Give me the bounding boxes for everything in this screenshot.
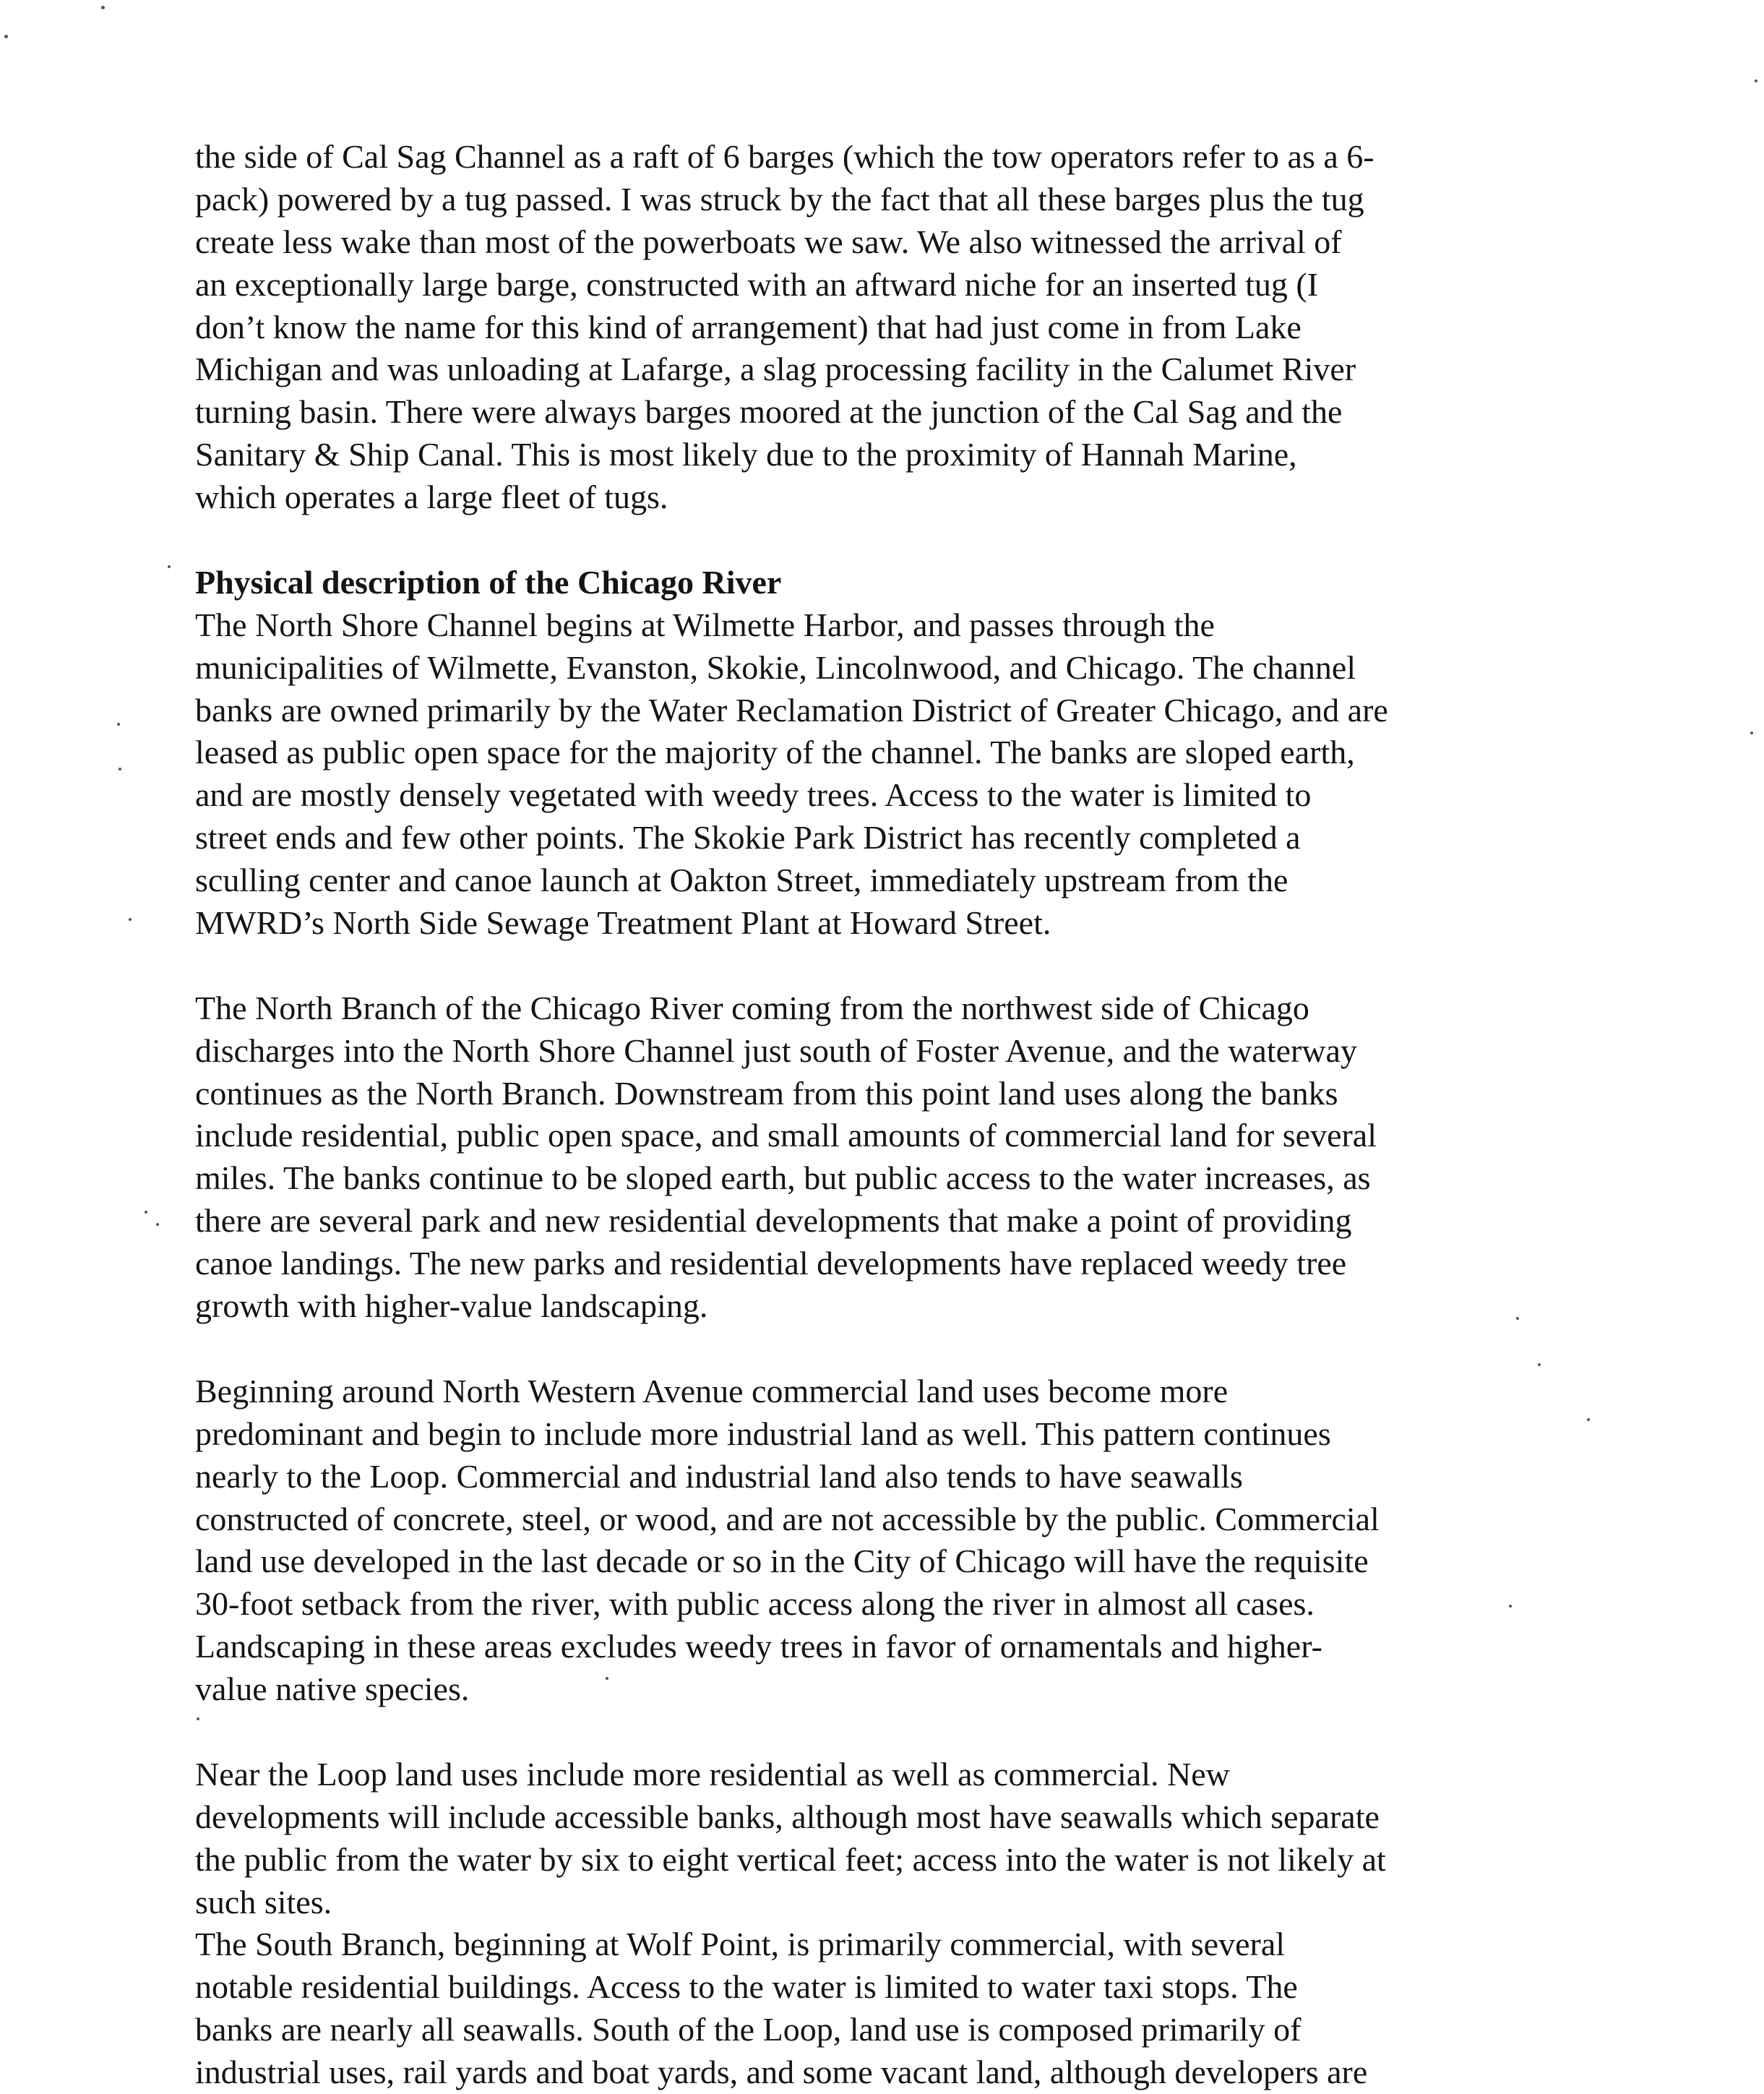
text-line: Near the Loop land uses include more residential as well as commercial. New xyxy=(195,1755,1230,1793)
text-line: notable residential buildings. Access to the water is limited to water taxi stops. The xyxy=(195,1968,1298,2006)
paragraph-western-avenue xyxy=(195,1370,1539,1711)
text-line: developments will include accessible banks, although most have seawalls which separate xyxy=(195,1798,1380,1835)
document-body xyxy=(195,136,1539,2094)
scan-speck xyxy=(129,918,132,921)
text-line: The South Branch, beginning at Wolf Point, is primarily commercial, with several xyxy=(195,1926,1286,1963)
text-line: the public from the water by six to eight vertical feet; access into the water is not likely at xyxy=(195,1840,1386,1878)
text-line: banks are nearly all seawalls. South of the Loop, land use is composed primarily of xyxy=(195,2011,1302,2048)
paragraph-north-branch xyxy=(195,987,1539,1328)
text-line: the side of Cal Sag Channel as a raft of 6 barges (which the tow operators refer to as a 6- xyxy=(195,138,1374,175)
scan-speck xyxy=(117,723,120,726)
text-line: discharges into the North Shore Channel just south of Foster Avenue, and the waterway xyxy=(195,1031,1357,1069)
text-line: value native species. xyxy=(195,1670,470,1708)
text-line: and are mostly densely vegetated with weedy trees. Access to the water is limited to xyxy=(195,776,1312,814)
section-physical-description xyxy=(195,562,1539,945)
text-line: such sites. xyxy=(195,1883,332,1921)
text-line: Beginning around North Western Avenue commercial land uses become more xyxy=(195,1372,1229,1409)
text-line: constructed of concrete, steel, or wood, and are not accessible by the public. Commercial xyxy=(195,1500,1380,1537)
paragraph-spacer xyxy=(195,945,1539,987)
text-line: industrial uses, rail yards and boat yards, and some vacant land, although developers are xyxy=(195,2054,1368,2091)
text-line: pack) powered by a tug passed. I was struck by the fact that all these barges plus the tug xyxy=(195,180,1364,218)
text-line: sculling center and canoe launch at Oakton Street, immediately upstream from the xyxy=(195,862,1288,899)
scan-speck xyxy=(1755,80,1757,82)
text-line: 30-foot setback from the river, with public access along the river in almost all cases. xyxy=(195,1585,1315,1623)
scan-speck xyxy=(1750,731,1753,734)
text-line: land use developed in the last decade or so in the City of Chicago will have the requisite xyxy=(195,1542,1369,1580)
text-line: nearly to the Loop. Commercial and industrial land also tends to have seawalls xyxy=(195,1457,1243,1495)
text-line: Landscaping in these areas excludes weedy trees in favor of ornamentals and higher- xyxy=(195,1628,1322,1665)
scan-speck xyxy=(156,1223,159,1226)
text-line: MWRD’s North Side Sewage Treatment Plant at Howard Street. xyxy=(195,904,1051,942)
scan-speck xyxy=(101,6,105,9)
scan-speck xyxy=(145,1211,147,1214)
section-heading: Physical description of the Chicago River xyxy=(195,563,782,601)
text-line: an exceptionally large barge, constructed with an aftward niche for an inserted tug (I xyxy=(195,265,1319,303)
text-line: Sanitary & Ship Canal. This is most likely due to the proximity of Hannah Marine, xyxy=(195,436,1297,473)
text-line: municipalities of Wilmette, Evanston, Skokie, Lincolnwood, and Chicago. The channel xyxy=(195,648,1356,686)
text-line: street ends and few other points. The Skokie Park District has recently completed a xyxy=(195,819,1301,857)
scan-speck xyxy=(4,35,8,38)
text-line: don’t know the name for this kind of arrangement) that had just come in from Lake xyxy=(195,308,1302,346)
text-line: create less wake than most of the powerboats we saw. We also witnessed the arrival of xyxy=(195,223,1342,260)
paragraph-spacer xyxy=(195,1711,1539,1754)
scan-speck xyxy=(168,565,171,568)
paragraph-barges xyxy=(195,136,1539,519)
paragraph-south-branch xyxy=(195,1923,1539,2094)
text-line: The North Branch of the Chicago River coming from the northwest side of Chicago xyxy=(195,989,1309,1026)
text-line: turning basin. There were always barges moored at the junction of the Cal Sag and the xyxy=(195,393,1343,431)
text-line: The North Shore Channel begins at Wilmette Harbor, and passes through the xyxy=(195,606,1215,643)
text-line: continues as the North Branch. Downstream from this point land uses along the banks xyxy=(195,1074,1338,1112)
text-line: include residential, public open space, and small amounts of commercial land for several xyxy=(195,1117,1377,1154)
paragraph-near-loop xyxy=(195,1754,1539,1924)
text-line: predominant and begin to include more industrial land as well. This pattern continues xyxy=(195,1415,1331,1452)
paragraph-spacer xyxy=(195,1328,1539,1370)
scan-speck xyxy=(119,768,121,771)
text-line: miles. The banks continue to be sloped earth, but public access to the water increases, as xyxy=(195,1159,1371,1197)
text-line: canoe landings. The new parks and residential developments have replaced weedy tree xyxy=(195,1245,1347,1282)
text-line: there are several park and new residential developments that make a point of providing xyxy=(195,1202,1352,1240)
scan-speck xyxy=(1587,1418,1590,1421)
text-line: Michigan and was unloading at Lafarge, a slag processing facility in the Calumet River xyxy=(195,351,1356,388)
paragraph-spacer xyxy=(195,519,1539,562)
text-line: banks are owned primarily by the Water Reclamation District of Greater Chicago, and are xyxy=(195,691,1388,729)
text-line: growth with higher-value landscaping. xyxy=(195,1287,708,1325)
text-line: leased as public open space for the majority of the channel. The banks are sloped earth, xyxy=(195,734,1355,771)
text-line: which operates a large fleet of tugs. xyxy=(195,479,668,516)
